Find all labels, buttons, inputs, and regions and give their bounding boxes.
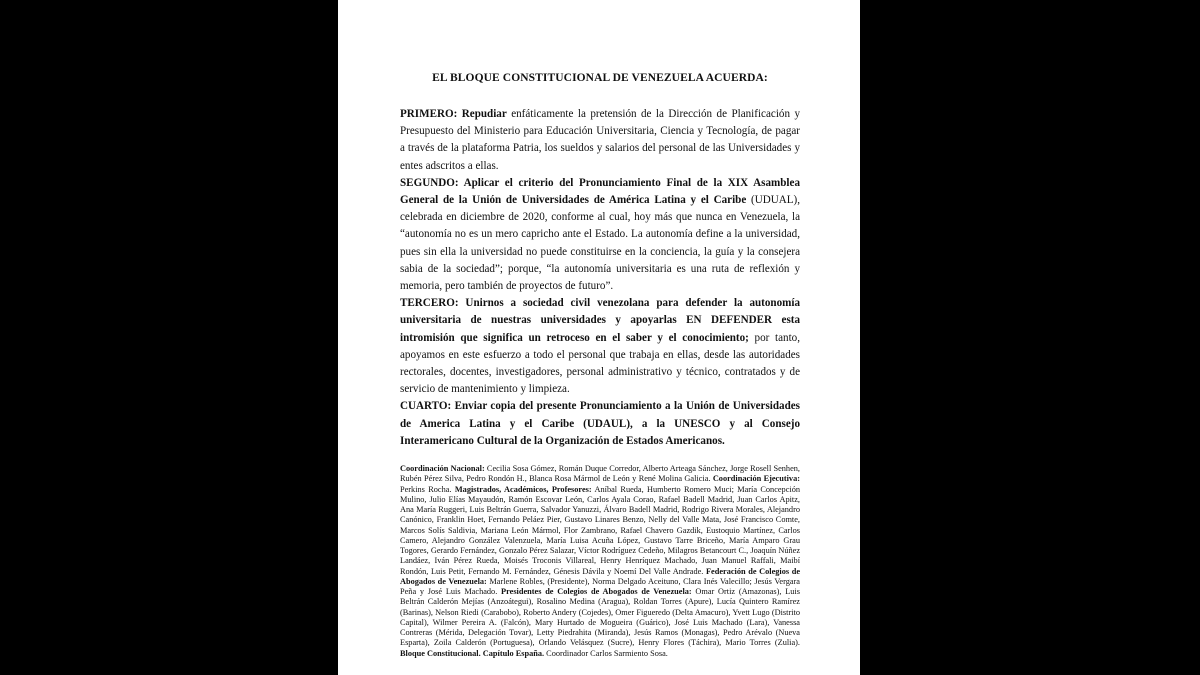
federacion-label: Federación de Colegios de Abogados de Venezuela: [400,566,800,586]
coord-ejecutiva-label: Coordinación Ejecutiva: [710,474,800,484]
paragraph-tercero [400,295,800,398]
segundo-bold: Aplicar el criterio del Pronunciamiento Final de la XIX Asamblea General de la Unión de Universidades de América Latina y el Caribe [400,176,800,207]
federacion-text: Marlene Robles, (Presidente), Norma Delgado Aceituno, Clara Inés Valecillo; Jesús Vergara Peña y José Luis Machado. [400,576,800,597]
coord-nacional-text: Cecilia Sosa Gómez, Román Duque Corredor, Alberto Arteaga Sánchez, Jorge Rosell Senhen, Rubén Pérez Silva, Pedro Rondón H., Blanca Rosa Mármol de León y René Molina Galicia. [400,464,800,484]
coord-nacional-label: Coordinación Nacional: [400,464,485,474]
coord-ejecutiva-text: Perkins Rocha. [400,484,452,494]
presidentes-label: Presidentes de Colegios de Abogados de Venezuela: [497,587,692,597]
bloque-text: Coordinador Carlos Sarmiento Sosa. [544,648,668,658]
primero-text: enfáticamente la pretensión de la Dirección de Planificación y Presupuesto del Ministerio para Educación Universitaria, Ciencia y Tecnología, de pagar a través de la plataforma Patria, los sueldos y salarios del personal de las Universidades y entes adscritos a ellas. [400,108,800,172]
paragraph-segundo [400,175,800,295]
paragraph-primero [400,106,800,175]
segundo-text: (UDUAL), celebrada en diciembre de 2020, conforme al cual, hoy más que nunca en Venezuela, la “autonomía no es un mero capricho ante el Estado. La autonomía define a la universidad, pues sin ella la universidad no puede constituirse en la conciencia, la guía y la consejera sabia de la sociedad”; porque, “la autonomía universitaria es una ruta de reflexión y memoria, pero también de proyectos de futuro”. [400,194,800,293]
bloque-label: Bloque Constitucional. Capítulo España. [400,648,545,658]
presidentes-text: Omar Ortiz (Amazonas), Luis Beltrán Calderón Mejías (Anzoátegui), Rosalino Medina (Aragua), Roldan Torres (Apure), Lucía Quintero Ramírez (Barinas), Nelson Riedi (Carabobo), Roberto Andery (Cojedes), Omer Figueredo (Delta Amacuro), Yvett Lugo (Distrito Capital), Wilmer Pereira A. (Falcón), Mary Hurtado de Mogueira (Guárico), José Luis Machado (Lara), Vanessa Contreras (Mérida, Delegación Tovar), Letty Piedrahita (Miranda), Jesús Ramos (Monagas), Pedro Arévalo (Nueva Esparta), Zoila Calderón (Portuguesa), Orlando Velásquez (Sucre), Henry Flores (Táchira), Mario Torres (Zulia). [400,587,800,648]
tercero-label: TERCERO: [400,297,459,310]
document-title: EL BLOQUE CONSTITUCIONAL DE VENEZUELA ACUERDA: [432,72,768,84]
cuarto-label: CUARTO: [400,400,452,413]
document-page [338,0,860,675]
tercero-bold: Unirnos a sociedad civil venezolana para defender la autonomía universitaria de nuestras universidades y apoyarlas EN DEFENDER esta intromisión que significa un retroceso en el saber y el conocimiento; [400,297,800,344]
magistrados-text: Aníbal Rueda, Humberto Romero Muci; María Concepción Mulino, Julio Elías Mayaudón, Ramón Escovar León, Carlos Ayala Corao, Rafael Badell Madrid, Juan Carlos Apitz, Ana María Ruggeri, Luis Beltrán Guerra, Salvador Yanuzzi, Álvaro Badell Madrid, Rodrigo Rivera Morales, Alejandro Canónico, Franklin Hoet, Fernando Peláez Pier, Gustavo Linares Benzo, Nelly del Valle Mata, José Francisco Comte, Marcos Solís Saldivia, Mariana León Mármol, Flor Zambrano, Rafael Chavero Gazdik, Eustoquio Martínez, Carlos Camero, Alejandro González Valenzuela, María Luisa Acuña López, Gustavo Tarre Briceño, María Amparo Grau Togores, Gerardo Fernández, Gonzalo Pérez Salazar, Víctor Rodríguez Cedeño, Milagros Betancourt C., Joaquín Núñez Landáez, Iván Pérez Rueda, Moisés Troconis Villareal, Henry Henríquez Machado, Juan Manuel Raffali, Maibí Rondón, Luis Petit, Fernando M. Fernández, Génesis Dávila y Noemí Del Valle Andrade. [400,484,800,576]
credits-block [400,464,800,659]
segundo-label: SEGUNDO: [400,176,459,189]
paragraph-cuarto [400,398,800,450]
primero-label: PRIMERO: [400,108,458,120]
primero-bold: Repudiar [461,108,507,120]
tercero-text: por tanto, apoyamos en este esfuerzo a todo el personal que trabaja en ellas, desde las autoridades rectorales, docentes, investigadores, personal administrativo y técnico, contratados y de servicio de mantenimiento y limpieza. [400,331,800,396]
cuarto-bold: Enviar copia del presente Pronunciamiento a la Unión de Universidades de America Latina y el Caribe (UDAUL), a la UNESCO y al Consejo Interamericano Cultural de la Organización de Estados Americanos. [400,400,800,447]
magistrados-label: Magistrados, Académicos, Profesores: [451,484,592,494]
document-content [400,72,800,659]
